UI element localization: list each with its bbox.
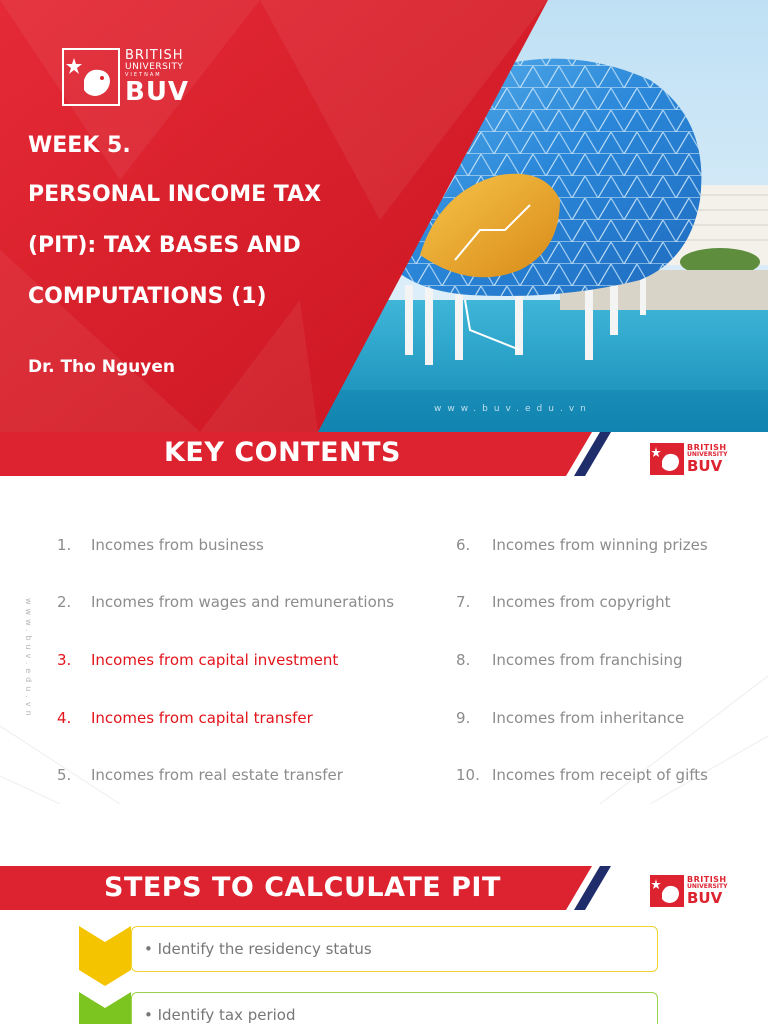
small-logo-wordmark bbox=[687, 876, 727, 906]
step-1-box bbox=[131, 926, 658, 972]
title-line-4: COMPUTATIONS (1) bbox=[28, 284, 267, 309]
logo-wordmark bbox=[125, 49, 189, 105]
lion-emblem-icon bbox=[650, 875, 684, 907]
item-label: Incomes from franchising bbox=[492, 651, 683, 669]
item-label: Incomes from receipt of gifts bbox=[492, 766, 708, 784]
small-logo-university: UNIVERSITY bbox=[687, 883, 728, 890]
item-label: Incomes from wages and remunerations bbox=[91, 593, 395, 611]
item-label: Incomes from inheritance bbox=[492, 709, 685, 727]
item-label: Incomes from winning prizes bbox=[492, 536, 708, 554]
step-2-chevron-icon bbox=[79, 992, 131, 1024]
item-label: Incomes from real estate transfer bbox=[91, 766, 343, 784]
steps-slide bbox=[0, 866, 768, 1024]
item-label: Incomes from capital investment bbox=[91, 651, 339, 669]
title-line-2: PERSONAL INCOME TAX bbox=[28, 182, 322, 207]
item-number: 7. bbox=[456, 593, 471, 611]
item-number: 8. bbox=[456, 651, 471, 669]
item-number: 4. bbox=[57, 709, 72, 727]
list-item bbox=[456, 766, 708, 784]
item-label: Incomes from copyright bbox=[492, 593, 671, 611]
list-item bbox=[57, 766, 343, 784]
title-line-1: WEEK 5. bbox=[28, 133, 131, 158]
list-item bbox=[456, 593, 671, 611]
list-item bbox=[456, 709, 684, 727]
small-logo-british: BRITISH bbox=[687, 443, 727, 452]
list-item bbox=[57, 536, 264, 554]
key-contents-heading: KEY CONTENTS bbox=[164, 437, 402, 468]
steps-heading: STEPS TO CALCULATE PIT bbox=[104, 872, 501, 903]
list-item bbox=[456, 536, 708, 554]
slide-gap bbox=[0, 804, 768, 866]
author-name: Dr. Tho Nguyen bbox=[28, 357, 175, 377]
buv-logo bbox=[62, 48, 189, 106]
list-item-highlighted bbox=[57, 651, 338, 669]
logo-line-university: UNIVERSITY bbox=[125, 62, 184, 72]
title-line-3: (PIT): TAX BASES AND bbox=[28, 233, 301, 258]
photo-website-watermark: www.buv.edu.vn bbox=[434, 404, 592, 414]
item-number: 3. bbox=[57, 651, 72, 669]
item-number: 1. bbox=[57, 536, 72, 554]
item-number: 10. bbox=[456, 766, 480, 784]
list-item bbox=[456, 651, 683, 669]
small-logo-university: UNIVERSITY bbox=[687, 451, 728, 458]
item-number: 5. bbox=[57, 766, 72, 784]
lion-emblem-icon bbox=[62, 48, 120, 106]
step-2-text: • Identify tax period bbox=[144, 1006, 296, 1024]
logo-line-british: BRITISH bbox=[125, 48, 184, 63]
title-slide bbox=[0, 0, 768, 432]
contents-list bbox=[0, 432, 768, 804]
buv-small-logo bbox=[650, 875, 727, 907]
logo-line-vietnam: VIETNAM bbox=[125, 72, 162, 78]
item-number: 9. bbox=[456, 709, 471, 727]
list-item bbox=[57, 593, 394, 611]
item-number: 2. bbox=[57, 593, 72, 611]
key-contents-slide bbox=[0, 432, 768, 804]
step-1-chevron-icon bbox=[79, 926, 131, 986]
item-number: 6. bbox=[456, 536, 471, 554]
item-label: Incomes from business bbox=[91, 536, 264, 554]
item-label: Incomes from capital transfer bbox=[91, 709, 313, 727]
step-1-text: • Identify the residency status bbox=[144, 940, 372, 958]
step-2-box bbox=[131, 992, 658, 1024]
side-website-watermark: www.buv.edu.vn bbox=[24, 598, 33, 720]
small-logo-buv: BUV bbox=[687, 889, 723, 907]
small-logo-british: BRITISH bbox=[687, 875, 727, 884]
list-item-highlighted bbox=[57, 709, 313, 727]
logo-line-buv: BUV bbox=[125, 77, 190, 107]
small-logo-buv: BUV bbox=[687, 457, 723, 475]
